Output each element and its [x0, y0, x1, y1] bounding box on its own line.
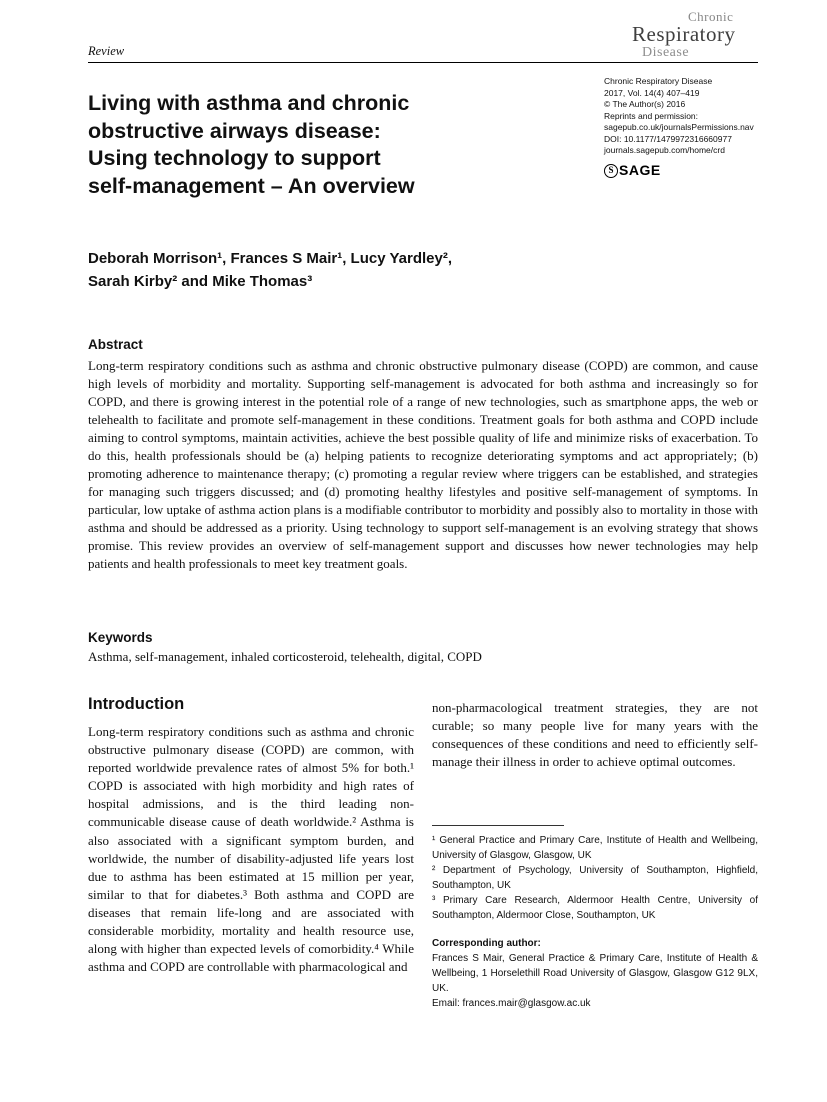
article-type-label: Review	[88, 44, 125, 58]
footnote-block	[432, 825, 758, 1011]
authors-line-1: Deborah Morrison¹, Frances S Mair¹, Lucy Yardley²,	[88, 250, 452, 267]
title-line-2: obstructive airways disease:	[88, 118, 381, 143]
metadata-journal-home-link[interactable]: journals.sagepub.com/home/crd	[604, 145, 725, 155]
sage-logo-circle-s-icon: S	[604, 164, 618, 178]
footnote-rule	[432, 825, 564, 826]
metadata-block	[604, 76, 762, 178]
metadata-reprints-link[interactable]: sagepub.co.uk/journalsPermissions.nav	[604, 122, 754, 132]
title-line-3: Using technology to support	[88, 146, 381, 170]
keywords-text: Asthma, self-management, inhaled corticosteroid, telehealth, digital, COPD	[88, 649, 482, 664]
journal-logo-word-chronic: Chronic	[688, 9, 734, 24]
intro-right-column: non-pharmacological treatment strategies, they are not curable; so many people live for many years with the consequences of these conditions and need to efficiently self-manage their illness in order to achieve optimal outcomes.	[432, 700, 758, 770]
journal-logo-word-disease: Disease	[642, 45, 690, 60]
keywords-heading: Keywords	[88, 630, 153, 645]
metadata-volume-info: 2017, Vol. 14(4) 407–419	[604, 87, 700, 98]
metadata-copyright: © The Author(s) 2016	[604, 99, 686, 109]
footnote-affiliation-3: ³ Primary Care Research, Aldermoor Health Centre, University of Southampton, Aldermoor Close, Southampton, UK	[432, 895, 758, 921]
footnote-affiliation-2: ² Department of Psychology, University of Southampton, Highfield, Southampton, UK	[432, 865, 758, 891]
abstract-text: Long-term respiratory conditions such as asthma and chronic obstructive pulmonary disease (COPD) are common, and cause high levels of morbidity and mortality. Supporting self-management is advocated for both asthma and increasingly so for COPD, and there is growing interest in the potential role of a range of new technologies, such as smartphone apps, the web or telehealth to facilitate and promote self-management in these conditions. Treatment goals for both asthma and COPD include aiming to control symptoms, maintain activities, achieve the best possible quality of life and minimize risks of exacerbation. To do this, health professionals should be (a) helping patients to recognize deteriorating symptoms and act appropriately; (b) promoting adherence to maintenance therapy; (c) promoting a regular review where triggers can be established, and strategies for managing such triggers discussed; and (d) promoting healthy lifestyles and positive self-management of symptoms. In particular, low uptake of asthma action plans is a modifiable contributor to morbidity and possibly also to mortality in those with asthma and should be addressed as a priority. Using technology to support self-management is an evolving strategy that shows promise. This review provides an overview of self-management support and discusses how newer technologies may help patients and health professionals to meet key treatment goals.	[88, 358, 758, 571]
authors-line-2: Sarah Kirby² and Mike Thomas³	[88, 273, 313, 290]
introduction-heading: Introduction	[88, 695, 185, 713]
metadata-reprints-label: Reprints and permission:	[604, 110, 699, 121]
abstract-heading: Abstract	[88, 337, 143, 352]
metadata-journal-name: Chronic Respiratory Disease	[604, 76, 713, 86]
title-line-1: Living with asthma and chronic	[88, 91, 410, 115]
journal-logo-word-respiratory: Respiratory	[632, 22, 736, 46]
footnote-affiliation-1: ¹ General Practice and Primary Care, Institute of Health and Wellbeing, University of Glasgow, Glasgow, UK	[432, 835, 758, 861]
corresponding-author-heading: Corresponding author:	[432, 938, 541, 949]
article-title	[88, 90, 608, 200]
title-line-4: self-management – An overview	[88, 173, 415, 198]
intro-left-column: Long-term respiratory conditions such as asthma and chronic obstructive pulmonary disease (COPD) are common, with reported worldwide prevalence rates of almost 5% for both.¹ COPD is associated with high morbidity and high rates of hospital admissions, and is the third leading non-communicable disease cause of death worldwide.² Asthma is also associated with a significant symptom burden, and worldwide, the number of disability-adjusted life years lost due to asthma has been estimated at 15 million per year, similar to that for diabetes.³ Both asthma and COPD are diseases that remain life-long and are associated with considerable morbidity, mortality and health resource use, along with higher than expected levels of comorbidity.⁴ While asthma and COPD are controllable with pharmacological and	[88, 724, 414, 975]
journal-logo	[626, 9, 766, 63]
corresponding-author-email-link[interactable]: Email: frances.mair@glasgow.ac.uk	[432, 998, 591, 1009]
authors-block	[88, 247, 452, 293]
sage-logo	[604, 161, 762, 178]
sage-logo-text: SAGE	[619, 161, 661, 178]
metadata-doi: DOI: 10.1177/1479972316660977	[604, 133, 732, 144]
corresponding-author-text: Frances S Mair, General Practice & Primary Care, Institute of Health & Wellbeing, 1 Horselethill Road University of Glasgow, Glasgow G12 9LX, UK.	[432, 953, 758, 994]
